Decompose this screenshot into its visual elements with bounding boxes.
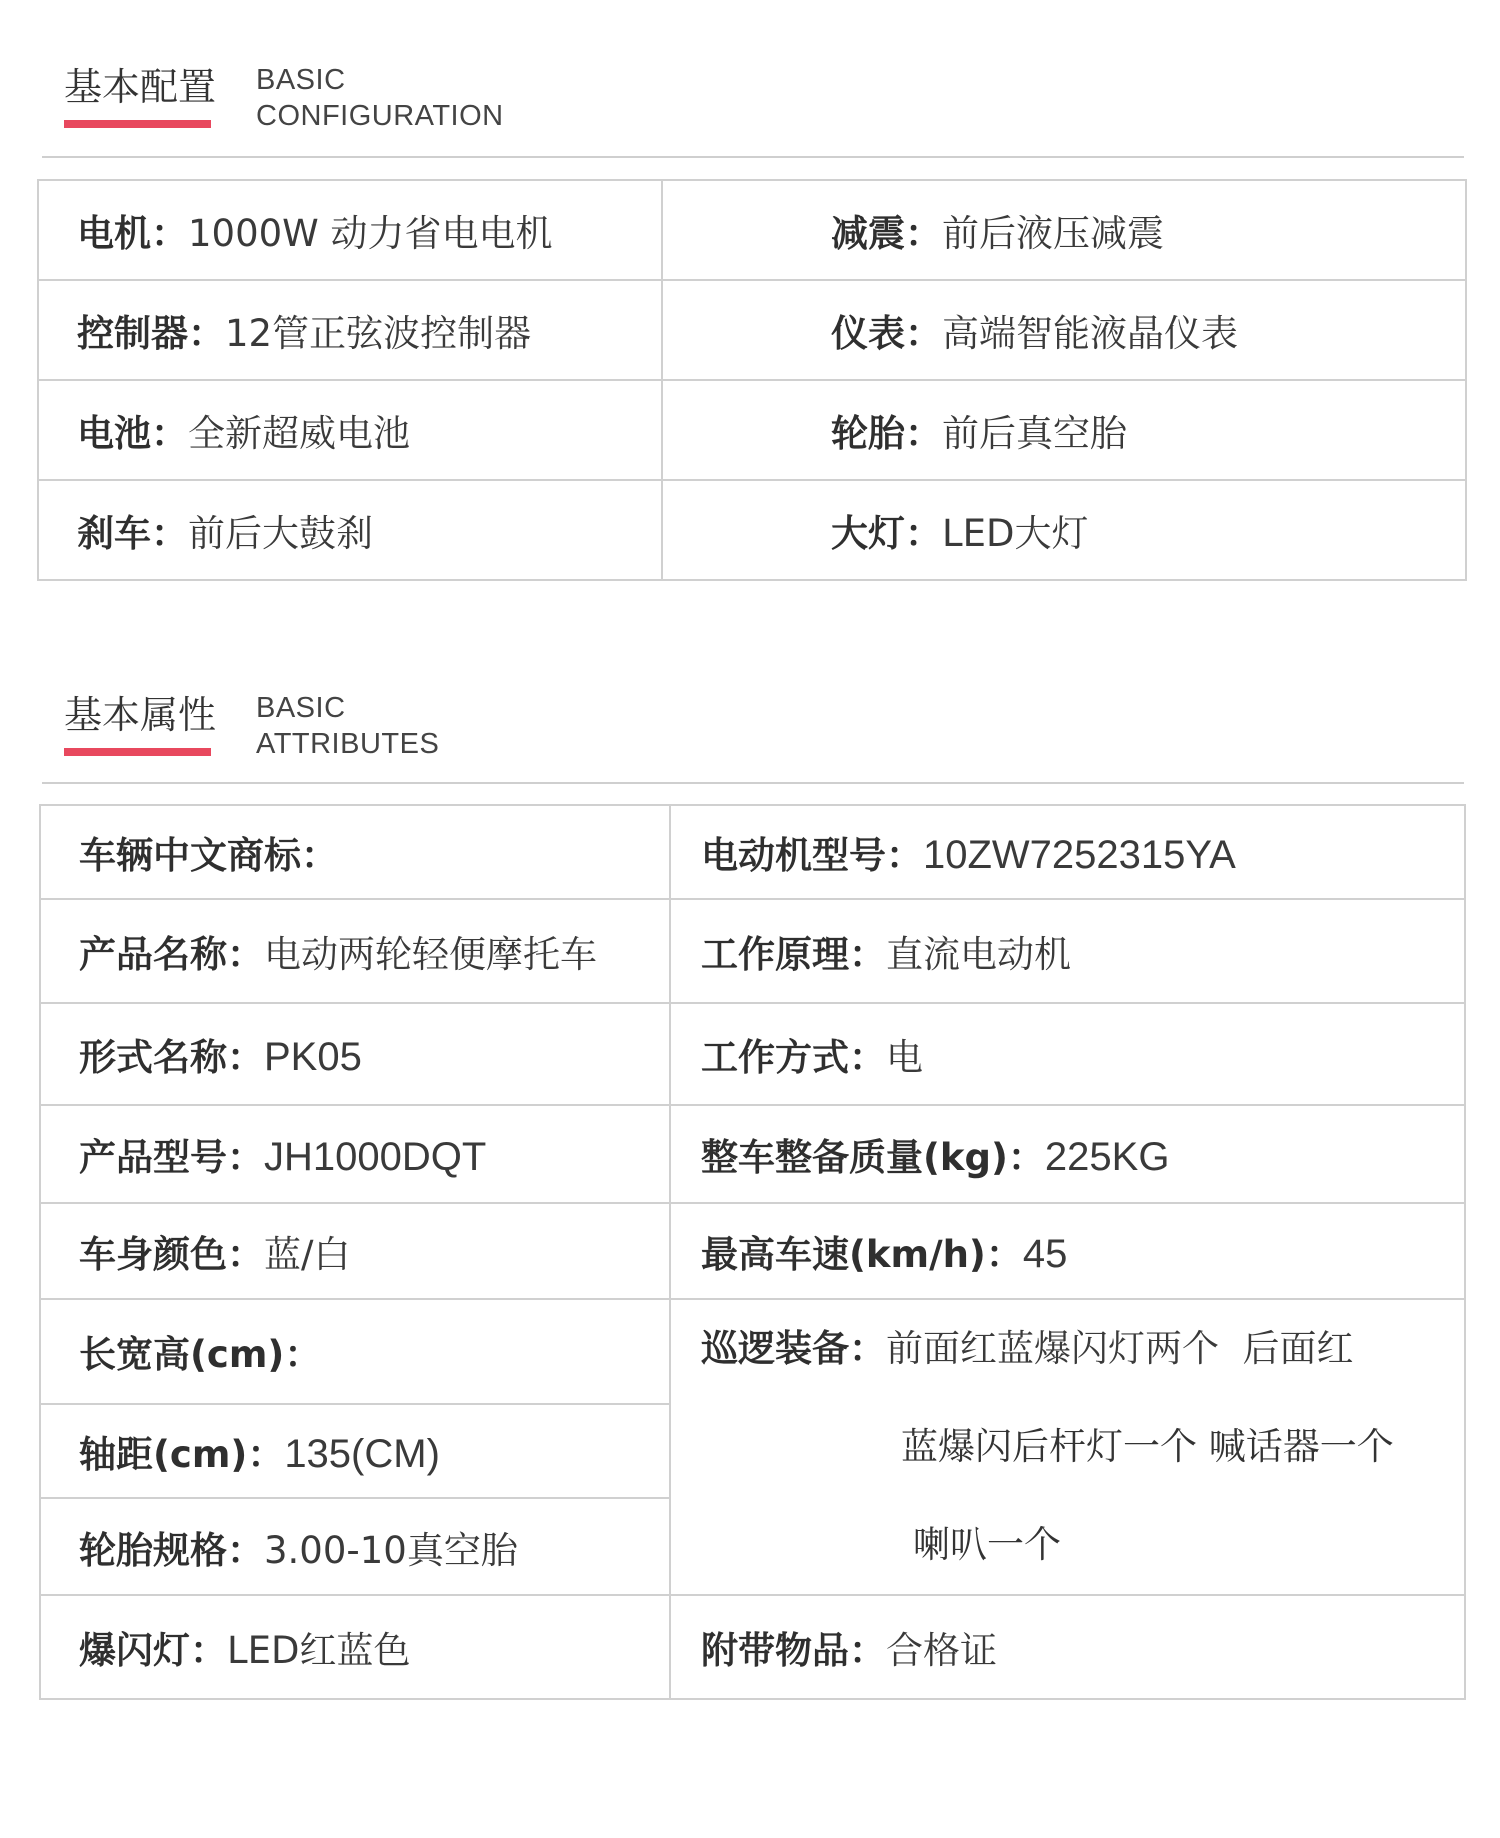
config-label: 电池 [77, 412, 151, 455]
attr-cell [40, 1498, 670, 1595]
basic-config-divider [42, 156, 1464, 158]
table-row [40, 1003, 1465, 1105]
attr-colon: ： [849, 1036, 886, 1079]
attr-label: 附带物品 [701, 1629, 849, 1672]
attr-colon: ： [227, 1528, 264, 1572]
attr-cell [670, 1595, 1465, 1699]
config-cell [38, 380, 662, 480]
attr-label: 产品名称 [79, 933, 227, 976]
attr-label: 巡逻装备 [701, 1327, 849, 1370]
attr-cell [670, 805, 1465, 899]
config-cell [38, 480, 662, 580]
config-cell [38, 180, 662, 280]
attr-cell [670, 1203, 1465, 1299]
attr-colon: ： [227, 1136, 264, 1179]
attr-value: 225KG [1044, 1135, 1170, 1179]
attr-value: 电 [886, 1036, 923, 1079]
attr-colon: ： [849, 1327, 886, 1370]
patrol-cell [670, 1299, 1465, 1595]
attr-cell [670, 1003, 1465, 1105]
attr-label: 工作方式 [701, 1036, 849, 1079]
attr-value: 135(CM) [284, 1432, 440, 1477]
basic-attr-subtitle [256, 690, 439, 762]
attr-colon: ： [190, 1629, 227, 1672]
config-label: 减震 [831, 212, 905, 255]
attr-colon: ： [849, 933, 886, 976]
attr-value: 蓝/白 [264, 1233, 351, 1276]
attr-colon: ： [886, 834, 923, 877]
config-label: 轮胎 [831, 412, 905, 455]
table-row [38, 380, 1466, 480]
config-colon: ： [905, 212, 942, 255]
basic-attr-table [39, 804, 1466, 1700]
table-row [40, 1105, 1465, 1203]
attr-value: 电动两轮轻便摩托车 [264, 933, 597, 976]
attr-cell [40, 1203, 670, 1299]
config-cell [662, 380, 1466, 480]
attr-colon: ： [247, 1433, 285, 1477]
attr-value: 3.00-10真空胎 [264, 1528, 518, 1572]
basic-attr-divider [42, 782, 1464, 784]
patrol-line-1 [701, 1300, 1464, 1398]
basic-config-subtitle-line1: BASIC [256, 64, 346, 96]
table-row [38, 180, 1466, 280]
basic-config-subtitle-line2: CONFIGURATION [256, 100, 504, 132]
patrol-line-2: 蓝爆闪后杆灯一个 喊话器一个 [901, 1425, 1394, 1468]
config-colon: ： [151, 412, 188, 455]
attr-cell [40, 1299, 670, 1404]
attr-value: 前面红蓝爆闪灯两个 后面红 [886, 1327, 1354, 1370]
attr-colon: ： [227, 933, 264, 976]
table-row [38, 480, 1466, 580]
config-colon: ： [188, 312, 225, 355]
config-label: 刹车 [77, 512, 151, 555]
attr-value: JH1000DQT [264, 1135, 487, 1179]
config-cell [38, 280, 662, 380]
config-value: 前后液压减震 [942, 212, 1164, 255]
table-row [40, 1595, 1465, 1699]
config-colon: ： [905, 312, 942, 355]
attr-value: 合格证 [886, 1629, 997, 1672]
config-label: 大灯 [831, 512, 905, 555]
config-value: 1000W 动力省电电机 [188, 212, 553, 255]
attr-cell [40, 899, 670, 1003]
attr-cell [670, 899, 1465, 1003]
basic-config-subtitle [256, 62, 504, 134]
config-value: 前后大鼓刹 [188, 512, 373, 555]
config-value: 高端智能液晶仪表 [942, 312, 1238, 355]
attr-label: 长宽高(cm) [79, 1333, 285, 1377]
basic-attr-subtitle-line1: BASIC [256, 692, 346, 724]
attr-label: 电动机型号 [701, 834, 886, 877]
attr-cell [40, 1595, 670, 1699]
attr-value: LED红蓝色 [227, 1629, 411, 1672]
attr-value: 直流电动机 [886, 933, 1071, 976]
attr-label: 车辆中文商标 [79, 834, 301, 877]
attr-cell [40, 1404, 670, 1499]
table-row [40, 1203, 1465, 1299]
attr-cell [40, 1003, 670, 1105]
attr-cell [670, 1105, 1465, 1203]
attr-colon: ： [849, 1629, 886, 1672]
attr-label: 车身颜色 [79, 1233, 227, 1276]
config-label: 控制器 [77, 312, 188, 355]
attr-label: 产品型号 [79, 1136, 227, 1179]
config-colon: ： [151, 212, 188, 255]
attr-cell [40, 805, 670, 899]
config-value: 全新超威电池 [188, 412, 410, 455]
config-colon: ： [905, 512, 942, 555]
table-row [40, 805, 1465, 899]
basic-attr-subtitle-line2: ATTRIBUTES [256, 728, 440, 760]
config-value: 前后真空胎 [942, 412, 1127, 455]
basic-config-table [37, 179, 1467, 581]
attr-colon: ： [227, 1036, 264, 1079]
config-value: 12管正弦波控制器 [225, 312, 532, 355]
patrol-line-3: 喇叭一个 [913, 1523, 1061, 1566]
attr-value: 10ZW7252315YA [923, 833, 1236, 877]
config-label: 仪表 [831, 312, 905, 355]
config-cell [662, 480, 1466, 580]
attr-label: 轮胎规格 [79, 1528, 227, 1572]
basic-config-title: 基本配置 [64, 65, 217, 109]
config-colon: ： [151, 512, 188, 555]
attr-colon: ： [1007, 1136, 1045, 1179]
attr-colon: ： [227, 1233, 264, 1276]
basic-attr-title: 基本属性 [64, 693, 217, 737]
attr-label: 爆闪灯 [79, 1629, 190, 1672]
attr-value: PK05 [264, 1035, 362, 1079]
attr-value: 45 [1022, 1232, 1068, 1276]
basic-config-underline [64, 120, 211, 128]
table-row [38, 280, 1466, 380]
attr-cell [40, 1105, 670, 1203]
config-colon: ： [905, 412, 942, 455]
table-row [40, 899, 1465, 1003]
basic-attr-underline [64, 748, 211, 756]
attr-label: 轴距(cm) [79, 1433, 248, 1477]
attr-colon: ： [301, 834, 338, 877]
attr-label: 工作原理 [701, 933, 849, 976]
config-label: 电机 [77, 212, 151, 255]
config-value: LED大灯 [942, 512, 1089, 555]
attr-label: 形式名称 [79, 1036, 227, 1079]
attr-colon: ： [284, 1333, 322, 1377]
config-cell [662, 280, 1466, 380]
attr-label: 整车整备质量(kg) [701, 1136, 1008, 1179]
attr-colon: ： [985, 1233, 1023, 1276]
config-cell [662, 180, 1466, 280]
attr-label: 最高车速(km/h) [701, 1233, 986, 1276]
table-row [40, 1299, 1465, 1404]
